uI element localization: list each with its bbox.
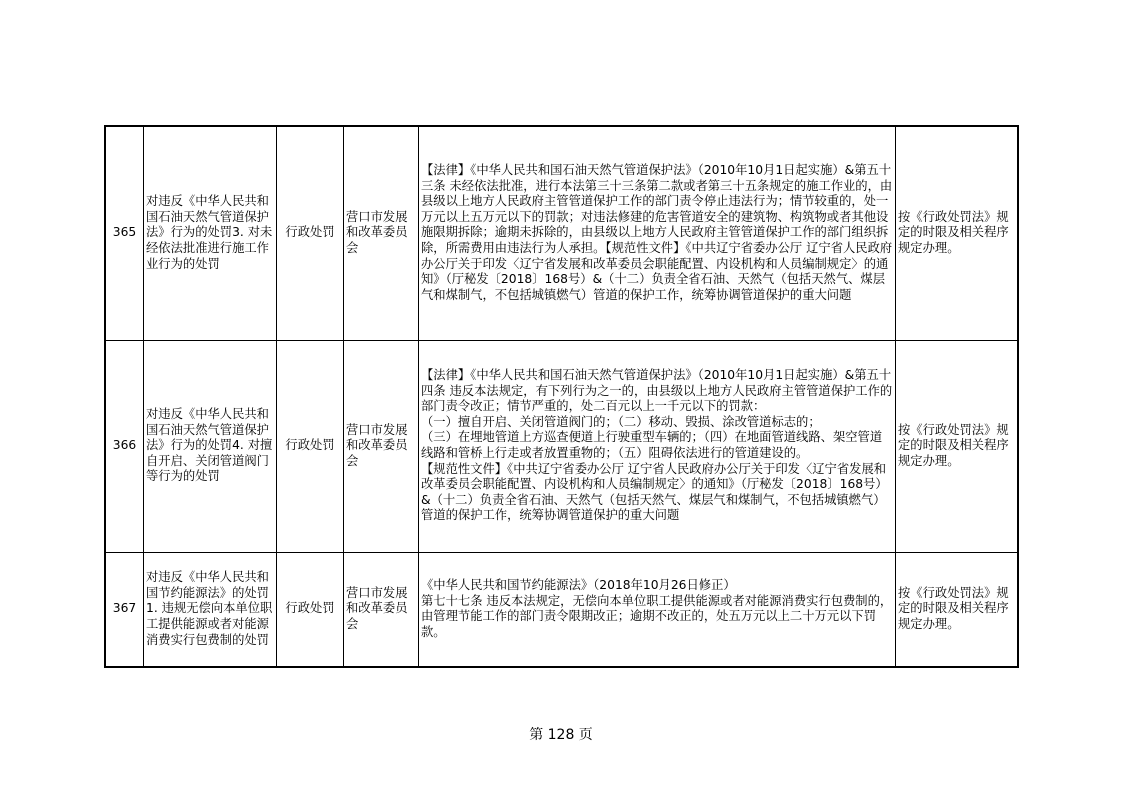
row-number: 367 — [105, 552, 144, 667]
procedure-note: 按《行政处罚法》规定的时限及相关程序规定办理。 — [896, 126, 1019, 340]
row-number: 365 — [105, 126, 144, 340]
page-number: 第 128 页 — [529, 727, 593, 743]
legal-basis — [419, 552, 896, 667]
legal-basis — [419, 340, 896, 552]
item-name-line: 1. 违规无偿向本单位职工提供能源或者对能源消费实行包费制的处罚 — [146, 601, 273, 647]
item-type: 行政处罚 — [277, 340, 344, 552]
table-row — [105, 552, 1018, 667]
legal-basis: 【法律】《中华人民共和国石油天然气管道保护法》（2010年10月1日起实施）&第五十三条 未经依法批准，进行本法第三十三条第二款或者第三十五条规定的施工作业的，由县级以上地方人民政府主管管道保护工作的部门责令停止违法行为；情节较重的，处一万元以上五万元以下的罚款；对违法修建的危害管道安全的建筑物、构筑物或者其他设施限期拆除；逾期未拆除的，由县级以上地方人民政府主管管道保护工作的部门组织拆除，所需费用由违法行为人承担。【规范性文件】《中共辽宁省委办公厅 辽宁省人民政府办公厅关于印发〈辽宁省发展和改革委员会职能配置、内设机构和人员编制规定〉的通知》（厅秘发〔2018〕168号）&（十二）负责全省石油、天然气（包括天然气、煤层气和煤制气，不包括城镇燃气）管道的保护工作，统筹协调管道保护的重大问题 — [419, 126, 896, 340]
procedure-note: 按《行政处罚法》规定的时限及相关程序规定办理。 — [896, 552, 1019, 667]
legal-basis-line: 【规范性文件】《中共辽宁省委办公厅 辽宁省人民政府办公厅关于印发〈辽宁省发展和改革委员会职能配置、内设机构和人员编制规定〉的通知》（厅秘发〔2018〕168号）&（十二）负责全省石油、天然气（包括天然气、煤层气和煤制气，不包括城镇燃气）管道的保护工作，统筹协调管道保护的重大问题 — [421, 461, 888, 523]
penalty-table — [104, 125, 1019, 668]
legal-basis-line: 《中华人民共和国节约能源法》（2018年10月26日修正） — [421, 578, 736, 593]
item-type: 行政处罚 — [277, 552, 344, 667]
table-row — [105, 340, 1018, 552]
table-row — [105, 126, 1018, 340]
item-name-line: 对违反《中华人民共和国节约能源法》的处罚 — [146, 570, 269, 600]
row-number: 366 — [105, 340, 144, 552]
legal-basis-line: （一）擅自开启、关闭管道阀门的；（二）移动、毁损、涂改管道标志的； — [421, 414, 821, 429]
department: 营口市发展和改革委员会 — [344, 552, 419, 667]
procedure-note: 按《行政处罚法》规定的时限及相关程序规定办理。 — [896, 340, 1019, 552]
legal-basis-line: （三）在埋地管道上方巡查便道上行驶重型车辆的；（四）在地面管道线路、架空管道线路和管桥上行走或者放置重物的；（五）阻碍依法进行的管道建设的。 — [421, 430, 883, 460]
item-name: 对违反《中华人民共和国石油天然气管道保护法》行为的处罚3. 对未经依法批准进行施工作业行为的处罚 — [144, 126, 277, 340]
department: 营口市发展和改革委员会 — [344, 126, 419, 340]
item-name: 对违反《中华人民共和国石油天然气管道保护法》行为的处罚4. 对擅自开启、关闭管道阀门等行为的处罚 — [144, 340, 277, 552]
department: 营口市发展和改革委员会 — [344, 340, 419, 552]
legal-basis-line: 【法律】《中华人民共和国石油天然气管道保护法》（2010年10月1日起实施）&第五十四条 违反本法规定，有下列行为之一的，由县级以上地方人民政府主管管道保护工作的部门责令改正；情节严重的，处二百元以上一千元以下的罚款： — [421, 368, 893, 414]
legal-basis-line: 第七十七条 违反本法规定，无偿向本单位职工提供能源或者对能源消费实行包费制的，由管理节能工作的部门责令限期改正；逾期不改正的，处五万元以上二十万元以下罚款。 — [421, 593, 893, 639]
item-type: 行政处罚 — [277, 126, 344, 340]
item-name — [144, 552, 277, 667]
